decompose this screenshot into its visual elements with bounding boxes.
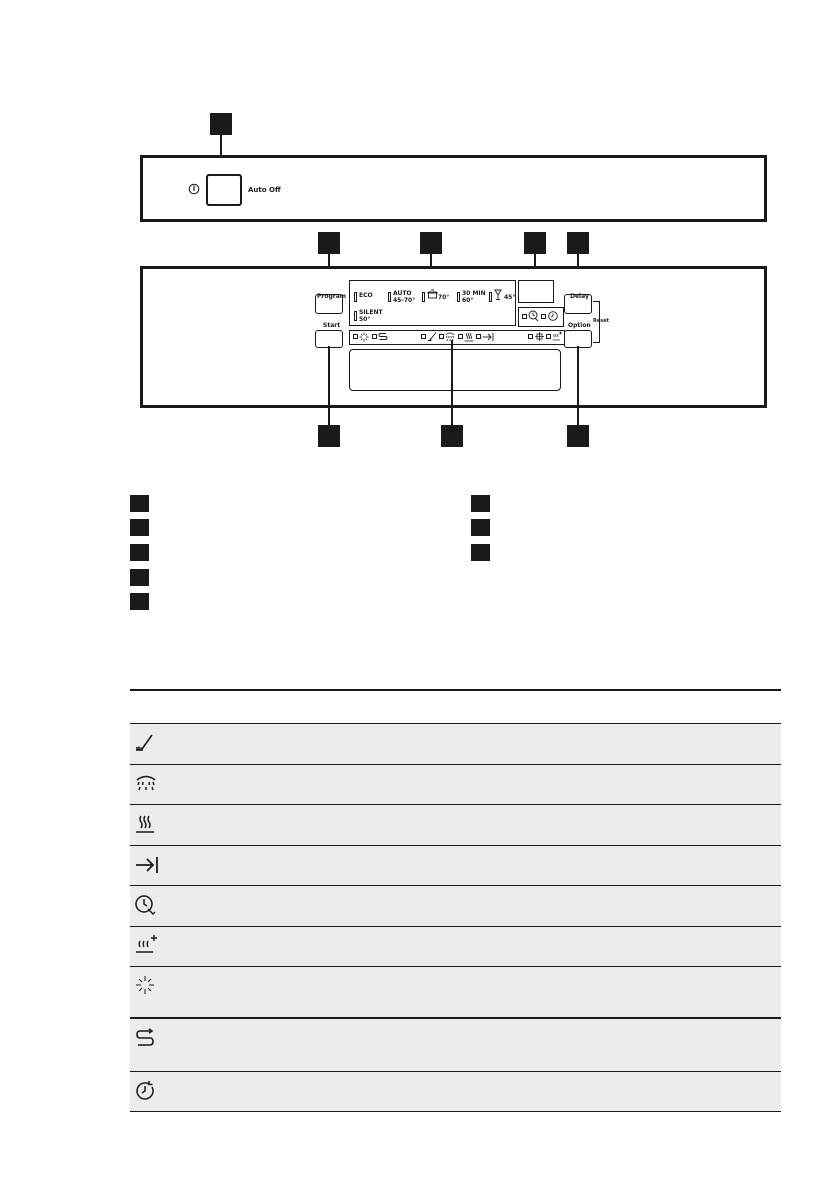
callout-3: [420, 232, 442, 254]
auto-label: AUTO: [393, 290, 412, 297]
callout-2: [318, 232, 340, 254]
callout-6-leader: [328, 346, 330, 426]
quick-label: 30 MIN: [462, 290, 486, 297]
time-display: [518, 280, 554, 303]
start-label: Start: [323, 322, 341, 329]
option-label: Option: [568, 322, 591, 329]
glass-temp: 45°: [504, 294, 516, 301]
end-icon-small: [482, 332, 494, 342]
end-icon: [134, 854, 160, 876]
main-control-panel: [140, 266, 767, 408]
auto-temp: 45-70°: [393, 297, 416, 304]
glass-icon: [494, 289, 502, 301]
table-header-row: [130, 689, 781, 724]
callout-7-leader: [451, 340, 453, 426]
reset-label: Reset: [593, 318, 609, 324]
drop-icon-small: [534, 331, 545, 342]
quick-indicator: [457, 292, 460, 302]
rinse-aid-icon: [134, 732, 156, 754]
auto-indicator: [388, 292, 391, 302]
table-row-sparkle: [130, 967, 781, 1019]
timesaver-icon: [134, 894, 158, 918]
program-button[interactable]: [315, 293, 347, 314]
extradry-icon-small: [552, 331, 563, 342]
callout-6: [318, 425, 340, 447]
callout-4: [524, 232, 546, 254]
end-led: [476, 334, 481, 339]
legend-key-6: [471, 495, 490, 512]
silent-indicator: [354, 311, 357, 321]
table-row-timesaver: [130, 886, 781, 927]
legend-key-1: [130, 495, 149, 512]
extradry-icon: [134, 933, 158, 957]
silent-temp: 50°: [359, 316, 371, 323]
pot-icon: [427, 288, 438, 300]
silent-label: SILENT: [359, 309, 383, 316]
top-control-panel: [140, 155, 767, 222]
legend-key-2: [130, 519, 149, 536]
delay-led: [541, 314, 546, 319]
sparkle-led: [353, 334, 358, 339]
delay-icon-small: [547, 310, 559, 322]
drying-led: [458, 334, 463, 339]
table-row-machinecare: [130, 1019, 781, 1072]
callout-8-leader: [577, 346, 579, 426]
callout-5: [567, 232, 589, 254]
callout-8: [567, 425, 589, 447]
spray-arm-icon: [134, 772, 158, 794]
table-row-drying: [130, 805, 781, 846]
programme-display: [349, 280, 516, 326]
rinse-aid-icon-small: [427, 332, 437, 342]
on-off-button[interactable]: [206, 174, 242, 206]
legend-key-7: [471, 519, 490, 536]
machinecare-icon: [134, 1028, 156, 1050]
option-led-1: [528, 334, 533, 339]
timesaver-icon-small: [528, 310, 540, 322]
table-row-end: [130, 846, 781, 886]
table-row-delay: [130, 1072, 781, 1112]
delay-label: Delay: [570, 293, 589, 300]
option-indicator-box: [518, 307, 564, 327]
spray-icon-small: [445, 332, 455, 342]
timesaver-led: [522, 314, 527, 319]
table-row-rinse-aid: [130, 724, 781, 765]
legend-key-4: [130, 569, 149, 586]
table-row-extradry: [130, 927, 781, 967]
legend-key-3: [130, 544, 149, 561]
drying-icon: [134, 813, 156, 835]
auto-off-label: Auto Off: [248, 186, 281, 194]
delay-clock-icon: [134, 1080, 156, 1102]
legend-key-5: [130, 593, 149, 610]
machinecare-led: [372, 334, 377, 339]
spray-led: [439, 334, 444, 339]
power-icon: [188, 183, 200, 195]
rinse-aid-led: [421, 334, 426, 339]
indicator-strip: [349, 330, 565, 345]
lower-display: [349, 349, 561, 391]
program-label: Program: [317, 293, 347, 300]
table-row-spray-arm: [130, 765, 781, 805]
legend-key-8: [471, 544, 490, 561]
eco-indicator: [354, 292, 357, 302]
delay-button[interactable]: [564, 294, 592, 314]
quick-temp: 60°: [462, 297, 474, 304]
sparkle-icon: [134, 974, 156, 996]
drying-icon-small: [464, 332, 474, 342]
option-led-2: [546, 334, 551, 339]
callout-7: [441, 425, 463, 447]
machinecare-icon-small: [378, 332, 388, 342]
callout-1: [210, 113, 232, 135]
intensive-temp: 70°: [438, 294, 450, 301]
glass-indicator: [489, 292, 492, 302]
intensive-indicator: [422, 292, 425, 302]
sparkle-icon-small: [359, 332, 369, 342]
eco-label: ECO: [359, 292, 373, 299]
